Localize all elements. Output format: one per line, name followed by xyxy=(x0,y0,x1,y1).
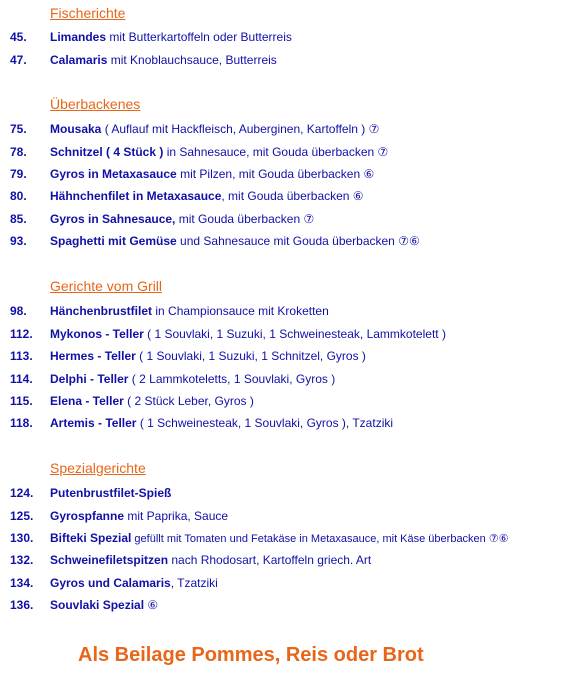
item-name: Hermes - Teller xyxy=(50,349,136,363)
item-description: ( 1 Schweinesteak, 1 Souvlaki, Gyros ), Tzatziki xyxy=(136,416,394,430)
item-name: Putenbrustfilet-Spieß xyxy=(50,486,172,500)
item-name: Limandes xyxy=(50,30,107,44)
item-name: Hänchenbrustfilet xyxy=(50,304,153,318)
item-number: 47. xyxy=(10,53,27,67)
item-description: mit Pilzen, mit Gouda überbacken ⑥ xyxy=(176,167,375,181)
item-name: Gyros und Calamaris xyxy=(50,576,171,590)
item-number: 93. xyxy=(10,234,27,248)
item-name: Calamaris xyxy=(50,53,108,67)
item-name: Gyros in Sahnesauce, xyxy=(50,212,176,226)
item-description: ( 2 Stück Leber, Gyros ) xyxy=(123,394,254,408)
item-description: mit Knoblauchsauce, Butterreis xyxy=(107,53,277,67)
item-description: mit Gouda überbacken ⑦ xyxy=(175,212,315,226)
item-description: ( Auflauf mit Hackfleisch, Auberginen, Kartoffeln ) ⑦ xyxy=(101,122,380,136)
item-number: 112. xyxy=(10,327,33,341)
item-description: in Championsauce mit Kroketten xyxy=(152,304,329,318)
item-description: , mit Gouda überbacken ⑥ xyxy=(221,189,364,203)
section-heading-fischerichte: Fischerichte xyxy=(50,5,126,21)
item-number: 125. xyxy=(10,509,34,523)
item-description: nach Rhodosart, Kartoffeln griech. Art xyxy=(168,553,372,567)
item-name: Hähnchenfilet in Metaxasauce xyxy=(50,189,222,203)
item-description: mit Butterkartoffeln oder Butterreis xyxy=(106,30,292,44)
item-description: ( 2 Lammkoteletts, 1 Souvlaki, Gyros ) xyxy=(128,372,336,386)
item-number: 45. xyxy=(10,30,27,44)
item-name: Mousaka xyxy=(50,122,102,136)
item-description: und Sahnesauce mit Gouda überbacken ⑦⑥ xyxy=(176,234,420,248)
item-number: 85. xyxy=(10,212,27,226)
item-number: 132. xyxy=(10,553,34,567)
item-description: ⑥ xyxy=(144,598,159,612)
item-number: 79. xyxy=(10,167,27,181)
item-name: Gyros in Metaxasauce xyxy=(50,167,177,181)
item-number: 98. xyxy=(10,304,27,318)
item-description: mit Paprika, Sauce xyxy=(124,509,229,523)
item-number: 114. xyxy=(10,372,33,386)
item-name: Bifteki Spezial xyxy=(50,531,132,545)
item-name: Souvlaki Spezial xyxy=(50,598,145,612)
section-heading-grill: Gerichte vom Grill xyxy=(50,278,163,294)
item-number: 75. xyxy=(10,122,27,136)
item-number: 80. xyxy=(10,189,27,203)
item-name: Spaghetti mit Gemüse xyxy=(50,234,177,248)
item-name: Schweinefiletspitzen xyxy=(50,553,169,567)
item-number: 113. xyxy=(10,349,33,363)
section-heading-ueberbackenes: Überbackenes xyxy=(50,96,141,112)
item-number: 136. xyxy=(10,598,34,612)
item-name: Gyrospfanne xyxy=(50,509,125,523)
item-description: ( 1 Souvlaki, 1 Suzuki, 1 Schweinesteak, Lammkotelett ) xyxy=(143,327,446,341)
item-number: 134. xyxy=(10,576,34,590)
item-name: Schnitzel ( 4 Stück ) xyxy=(50,145,164,159)
item-name: Delphi - Teller xyxy=(50,372,129,386)
item-number: 124. xyxy=(10,486,34,500)
item-number: 78. xyxy=(10,145,27,159)
item-number: 115. xyxy=(10,394,33,408)
item-description: , Tzatziki xyxy=(170,576,218,590)
side-dish-note: Als Beilage Pommes, Reis oder Brot xyxy=(78,644,424,666)
item-name: Mykonos - Teller xyxy=(50,327,144,341)
item-name: Artemis - Teller xyxy=(50,416,137,430)
item-description: in Sahnesauce, mit Gouda überbacken ⑦ xyxy=(163,145,389,159)
item-name: Elena - Teller xyxy=(50,394,124,408)
section-heading-spezialgerichte: Spezialgerichte xyxy=(50,460,146,476)
item-description: ( 1 Souvlaki, 1 Suzuki, 1 Schnitzel, Gyros ) xyxy=(135,349,366,363)
item-number: 130. xyxy=(10,531,34,545)
item-number: 118. xyxy=(10,416,33,430)
item-description: gefüllt mit Tomaten und Fetakäse in Metaxasauce, mit Käse überbacken ⑦⑥ xyxy=(131,533,509,545)
